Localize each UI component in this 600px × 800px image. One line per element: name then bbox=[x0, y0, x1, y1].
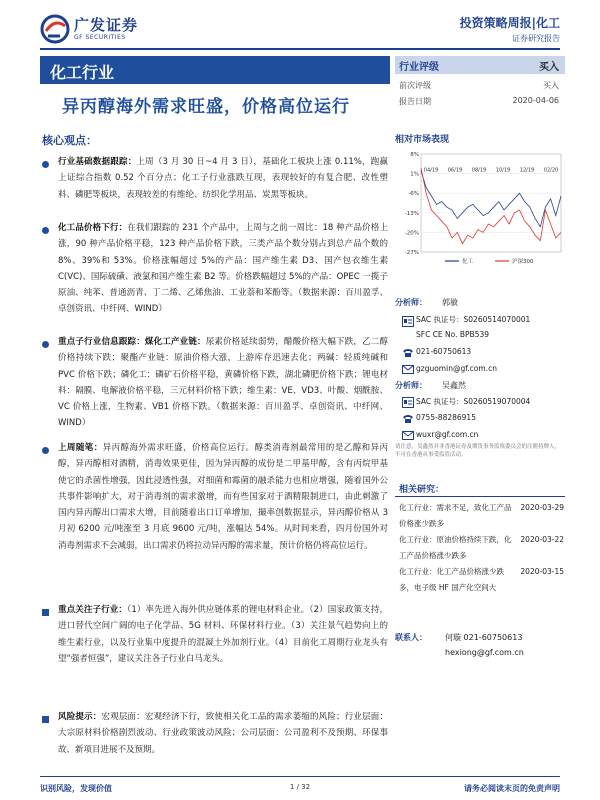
page-number: 1 / 32 bbox=[289, 783, 311, 791]
report-subtype: 证券研究报告 bbox=[512, 34, 560, 43]
rating-header bbox=[395, 56, 565, 74]
bullet-dot-icon bbox=[42, 341, 49, 348]
relative-performance-chart bbox=[395, 148, 565, 268]
para-text: 在我们跟踪的 231 个产品中，上周与之前一周比：18 种产品价格上涨，90 种产品价格平稳，123 种产品价格下跌，三类产品个数分别占到总产品个数的 8%、39%和 53%。价格涨幅超过 5%的产品：国产维生素 D3、国产包衣维生素 C(VC)、国际硫磺、液氯和国产维生素 B2 等。价格跌幅超过 5%的产品：OPEC 一揽子原油、纯苯、普通沥青、丁二烯、乙烯焦油、工业萘和苯酚等。（数据来源：百川盈孚、卓创资讯、中纤网、WIND） bbox=[58, 223, 388, 315]
contact-label: 联系人： bbox=[395, 633, 427, 642]
email-icon bbox=[402, 364, 414, 375]
para-lead: 行业基础数据跟踪： bbox=[58, 157, 137, 167]
para-text: 异丙醇海外需求旺盛，价格高位运行。醇类消毒剂最常用的是乙醇和异丙醇，异丙醇相对酒精，消毒效果更佳，因为异丙醇的成份是二甲基甲醇，含有丙烷甲基使它的杀菌性增强，因此浸透性强，对细菌和霉菌的融杀能力也相应增强，随着国外公共事件影响扩大，对于消毒剂的需求激增，而有些国家对于酒精限制进口，由此刺激了国内异丙醇出口需求大增，目前随着出口订单增加，撮率创数据显示，异丙醇价格从 3 月初 6200 元/吨涨至 3 月底 9600 元/吨，涨幅达 54%。从时间来看，四月份国外对消毒剂需求不会减弱，出口需求仍将拉动异丙醇的需求量，预计价格仍将高位运行。 bbox=[58, 443, 388, 551]
bullet-dot-icon bbox=[42, 227, 49, 234]
chart-y-tick-label: -20% bbox=[404, 230, 419, 237]
industry-name: 化工行业 bbox=[50, 63, 115, 82]
para-lead: 风险提示： bbox=[58, 712, 102, 722]
email-icon bbox=[402, 430, 414, 441]
rating-value: 买入 bbox=[539, 62, 559, 73]
chart-x-tick-label: 08/19 bbox=[471, 167, 487, 174]
id-card-icon bbox=[402, 316, 414, 327]
chart-plot-frame bbox=[421, 154, 561, 252]
analyst1-phone: 021-60750613 bbox=[416, 347, 472, 356]
analyst2-email[interactable]: wuxr@gf.com.cn bbox=[416, 430, 479, 439]
para-lead: 化工品价格下行： bbox=[58, 223, 128, 233]
related-item[interactable]: 化工行业：原油价格持续下跌，化工产品价格涨少跌多 bbox=[399, 535, 512, 560]
para-text: 尿素价格延续弱势，醋酸价格大幅下跌，乙二醇价格持续下跌；聚酯产业链：原油价格大涨，上游库存迅速去化；两碱：轻质纯碱和 PVC 价格下跌；磷化工：磷矿石价格平稳，黄磷价格下跌，湖北磷肥价格下跌；锂电材料：隔膜、电解液价格平稳，三元材料价格下跌；维生素：VE、VD3、叶酸、烟酰胺、VC 价格上涨，生物素、VB1 价格下跌。（数据来源：百川盈孚、卓创资讯、中纤网、WIND） bbox=[58, 337, 388, 429]
related-item-date: 2020-03-22 bbox=[520, 535, 564, 544]
related-item[interactable]: 化工行业：需求不足，致化工产品价格涨少跌多 bbox=[399, 503, 512, 528]
contact-email[interactable]: hexiong@gf.com.cn bbox=[445, 648, 524, 657]
para-lead: 重点子行业信息跟踪：煤化工产业链： bbox=[58, 337, 206, 347]
gf-logo-icon bbox=[40, 14, 70, 44]
chart-y-tick-label: -6% bbox=[408, 191, 419, 198]
analyst2-name: 吴鑫然 bbox=[442, 381, 466, 390]
chart-title: 相对市场表现 bbox=[395, 135, 450, 145]
para-industry-data bbox=[58, 154, 388, 203]
rating-label: 行业评级 bbox=[399, 62, 439, 73]
para-text: 上周（3 月 30 日~4 月 3 日），基础化工板块上涨 0.11%，跑赢上证综合指数 0.52 个百分点；化工子行业涨跌互现，表现较好的有复合肥、改性塑料、磷肥等板块，表现较差的有维纶、纺织化学用品、炭黑等板块。 bbox=[58, 157, 388, 200]
header-divider bbox=[40, 48, 560, 50]
bullet-dot-icon bbox=[42, 161, 49, 168]
analyst1-name: 郭敏 bbox=[442, 298, 458, 307]
analyst2-label: 分析师： bbox=[395, 381, 427, 390]
logo-name-en: GF SECURITIES bbox=[74, 34, 126, 41]
contact-name-phone: 何璇 021-60750613 bbox=[445, 633, 523, 642]
chart-y-tick-label: -27% bbox=[404, 250, 419, 256]
report-title: 异丙醇海外需求旺盛，价格高位运行 bbox=[62, 97, 350, 117]
analyst1-sfc: SFC CE No. BPB539 bbox=[416, 330, 490, 339]
chart-legend-label: 沪深300 bbox=[512, 259, 534, 265]
related-research-header bbox=[395, 481, 565, 497]
report-date-value: 2020-04-06 bbox=[512, 96, 559, 105]
footer-disclaimer: 请务必阅读末页的免责声明 bbox=[464, 784, 560, 793]
chart-y-tick-label: 8% bbox=[410, 152, 419, 158]
bullet-square-icon bbox=[42, 609, 49, 616]
id-card-icon bbox=[402, 397, 414, 408]
analyst1-sac: SAC 执证号：S0260514070001 bbox=[416, 315, 531, 324]
analyst2-sac: SAC 执证号：S0260519070004 bbox=[416, 397, 531, 406]
chart-x-tick-label: 06/19 bbox=[447, 167, 463, 174]
bullet-square-icon bbox=[42, 716, 49, 723]
chart-x-tick-label: 12/19 bbox=[519, 167, 535, 174]
chart-legend-label: 化工 bbox=[462, 259, 474, 265]
para-lead: 重点关注子行业： bbox=[58, 605, 127, 615]
related-item-date: 2020-03-29 bbox=[520, 503, 564, 512]
para-price-trend bbox=[58, 220, 388, 318]
analyst1-label: 分析师： bbox=[395, 298, 427, 307]
previous-rating-label: 前次评级 bbox=[399, 81, 431, 90]
analyst1-email[interactable]: gzguomin@gf.com.cn bbox=[416, 364, 497, 373]
report-date-label: 报告日期 bbox=[399, 97, 431, 106]
chart-x-tick-label: 04/19 bbox=[423, 167, 439, 174]
report-type: 投资策略周报|化工 bbox=[459, 16, 560, 30]
licensing-note: 请注意，吴鑫然并非香港证券及期货事务监察委员会的注册持牌人，不可在香港从事受监管活动。 bbox=[395, 444, 561, 458]
para-lead: 上周随笔： bbox=[58, 443, 103, 453]
para-focus-subsectors bbox=[58, 602, 388, 667]
para-risk-warning bbox=[58, 709, 388, 758]
previous-rating-value: 买入 bbox=[543, 81, 559, 90]
chart-series-line-0 bbox=[421, 171, 561, 227]
para-subsector-tracking bbox=[58, 334, 388, 432]
core-points-heading: 核心观点： bbox=[42, 134, 97, 147]
para-weekly-essay bbox=[58, 440, 388, 554]
footer-slogan: 识别风险，发现价值 bbox=[40, 784, 112, 793]
company-logo bbox=[40, 12, 140, 48]
logo-name-cn: 广发证券 bbox=[74, 16, 139, 34]
footer-divider bbox=[40, 776, 560, 777]
phone-icon bbox=[402, 413, 414, 424]
analyst2-phone: 0755-88286915 bbox=[416, 413, 476, 422]
related-item[interactable]: 化工行业：化工产品价格涨少跌多，电子级 HF 国产化空间大 bbox=[399, 567, 504, 592]
chart-y-tick-label: 1% bbox=[410, 171, 419, 178]
para-text: 宏观层面：宏观经济下行，致使相关化工品的需求萎缩的风险；行业层面：大宗原材料价格剧烈波动、行业政策波动风险；公司层面：公司盈利不及预期、环保事故、新项目进展不及预期。 bbox=[58, 712, 388, 755]
related-item-date: 2020-03-15 bbox=[520, 567, 564, 576]
chart-x-tick-label: 02/20 bbox=[543, 167, 559, 174]
industry-banner bbox=[40, 56, 390, 84]
phone-icon bbox=[402, 347, 414, 358]
para-text: （1）率先进入海外供应链体系的锂电材料企业。（2）国家政策支持，进口替代空间广阔的电子化学品、5G 材料、环保材料行业。（3）关注景气趋势向上的维生素行业，以及行业集中度提升的混凝土外加剂行业。（4）目前化工周期行业龙头有望“强者恒强”，建议关注各子行业白马龙头。 bbox=[58, 605, 388, 664]
chart-y-tick-label: -13% bbox=[404, 210, 419, 217]
chart-x-tick-label: 10/19 bbox=[495, 167, 511, 174]
related-research-title: 相关研究： bbox=[399, 485, 445, 495]
bullet-dot-icon bbox=[42, 447, 49, 454]
